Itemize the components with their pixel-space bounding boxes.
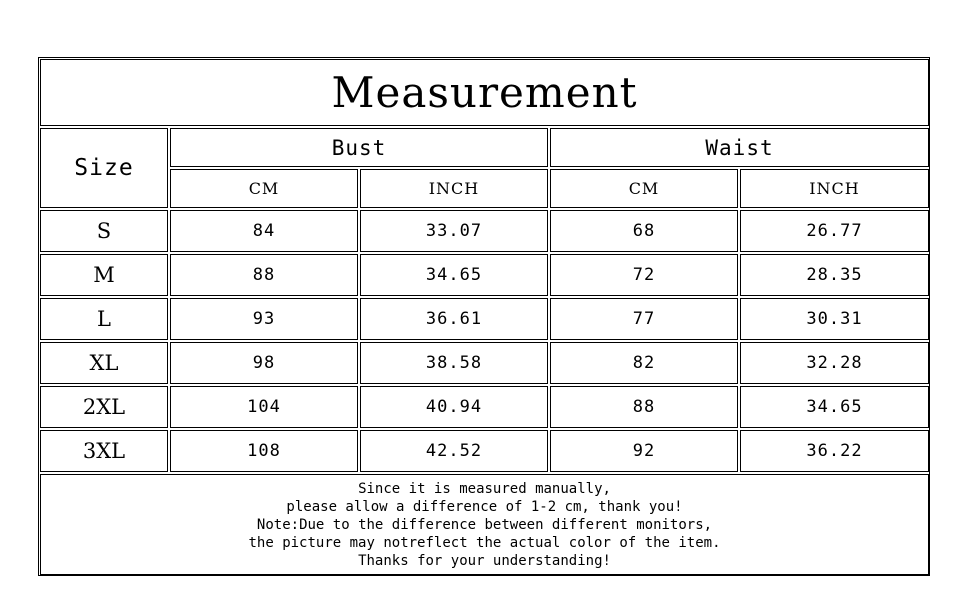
bust-inch-cell: 40.94 xyxy=(360,386,548,428)
waist-inch-cell: 32.28 xyxy=(740,342,929,384)
bust-inch-cell: 34.65 xyxy=(360,254,548,296)
footnote-line: the picture may notreflect the actual color of the item. xyxy=(248,534,721,551)
waist-inch-cell: 30.31 xyxy=(740,298,929,340)
bust-inch-cell: 36.61 xyxy=(360,298,548,340)
size-cell: L xyxy=(40,298,168,340)
size-cell: S xyxy=(40,210,168,252)
waist-group-header: Waist xyxy=(550,128,929,167)
waist-cm-cell: 92 xyxy=(550,430,738,472)
bust-cm-cell: 108 xyxy=(170,430,358,472)
bust-cm-header: CM xyxy=(170,169,358,208)
size-cell: 2XL xyxy=(40,386,168,428)
waist-cm-header: CM xyxy=(550,169,738,208)
bust-inch-cell: 38.58 xyxy=(360,342,548,384)
size-cell: XL xyxy=(40,342,168,384)
size-cell: M xyxy=(40,254,168,296)
waist-cm-cell: 88 xyxy=(550,386,738,428)
waist-inch-cell: 26.77 xyxy=(740,210,929,252)
bust-inch-header: INCH xyxy=(360,169,548,208)
waist-inch-cell: 34.65 xyxy=(740,386,929,428)
footnote-line: Thanks for your understanding! xyxy=(358,552,611,569)
footnote xyxy=(40,474,929,575)
size-cell: 3XL xyxy=(40,430,168,472)
footnote-line: Since it is measured manually, xyxy=(358,480,611,497)
bust-cm-cell: 88 xyxy=(170,254,358,296)
waist-inch-cell: 28.35 xyxy=(740,254,929,296)
waist-cm-cell: 82 xyxy=(550,342,738,384)
bust-inch-cell: 42.52 xyxy=(360,430,548,472)
bust-group-header: Bust xyxy=(170,128,548,167)
footnote-line: please allow a difference of 1-2 cm, thank you! xyxy=(286,498,683,515)
bust-cm-cell: 93 xyxy=(170,298,358,340)
table-title: Measurement xyxy=(40,59,929,126)
waist-cm-cell: 77 xyxy=(550,298,738,340)
bust-cm-cell: 98 xyxy=(170,342,358,384)
bust-cm-cell: 84 xyxy=(170,210,358,252)
bust-cm-cell: 104 xyxy=(170,386,358,428)
waist-cm-cell: 68 xyxy=(550,210,738,252)
size-column-header: Size xyxy=(40,128,168,208)
bust-inch-cell: 33.07 xyxy=(360,210,548,252)
waist-inch-header: INCH xyxy=(740,169,929,208)
waist-inch-cell: 36.22 xyxy=(740,430,929,472)
waist-cm-cell: 72 xyxy=(550,254,738,296)
footnote-line: Note:Due to the difference between different monitors, xyxy=(256,516,713,533)
